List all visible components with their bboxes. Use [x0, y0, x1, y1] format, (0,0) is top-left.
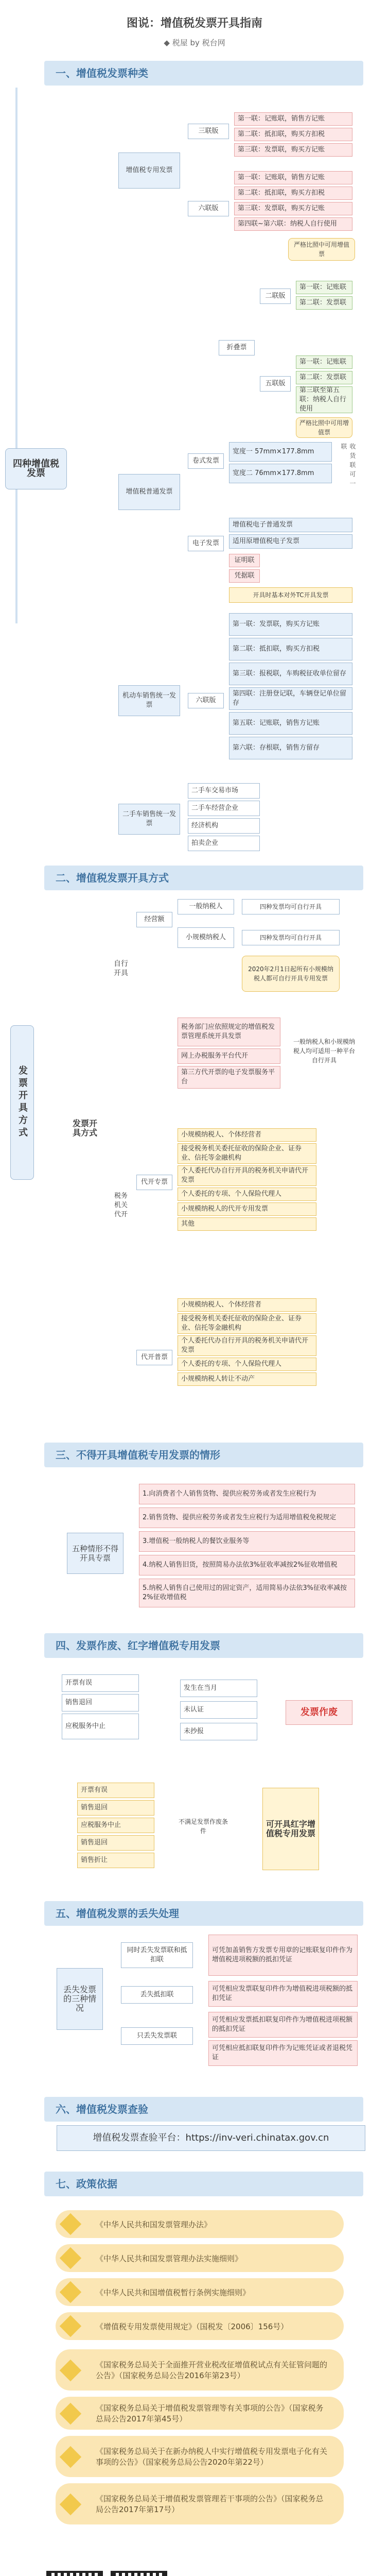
row: 第四联~第六联：纳税人自行使用 — [234, 217, 352, 231]
row: 拍卖企业 — [188, 836, 260, 851]
row: 1.向消费者个人销售货物、提供应税劳务或者发生应税行为 — [139, 1484, 355, 1504]
used-car-invoice: 二手车销售统一发票 — [118, 804, 180, 835]
row: 开票有误 — [62, 1674, 139, 1692]
agency-special-rows — [178, 1128, 316, 1231]
row: 第六联：存根联，销售方留存 — [229, 737, 352, 759]
qr-code-icon — [111, 2571, 167, 2576]
folded-invoice: 折叠票 — [219, 340, 255, 355]
proof-copy: 证明联 — [229, 554, 260, 567]
void-left — [62, 1674, 139, 1739]
row: 第一联：记账联，销售方记账 — [234, 112, 352, 126]
row: 应税服务中止 — [62, 1714, 139, 1739]
row: 第一联：发票联，购买方记账 — [229, 613, 352, 636]
section-3-header: 三、不得开具增值税专用发票的情形 — [44, 1443, 363, 1467]
row: 个人委托的专项、个人保险代理人 — [178, 1188, 316, 1201]
row: 接受税务机关委托征收的保险企业、证券业、信托等金融机构 — [178, 1313, 316, 1334]
policy-text: 《国家税务总局关于增值税发票管理等有关事项的公告》（国家税务总局公告2017年第45号） — [96, 2403, 324, 2424]
row: 未认证 — [180, 1701, 257, 1719]
row: 第三联：发票联，购买方记账 — [234, 202, 352, 215]
roll-invoice: 卷式发票 — [188, 453, 224, 469]
row: 第三联至第五联：纳税人自行使用 — [296, 386, 352, 413]
qr-code-icon — [46, 2571, 103, 2576]
policy-text: 《中华人民共和国发票管理办法实施细则》 — [96, 2253, 243, 2263]
agency-note: 一般纳税人和小规模纳税人均可适用一种平台自行开具 — [288, 1025, 360, 1077]
policy-text: 《增值税专用发票使用规定》（国税发〔2006〕156号） — [96, 2321, 289, 2331]
issue-methods: 发票开具方式 — [10, 1025, 34, 1180]
row: 3.增值税一般纳税人的餐饮业服务等 — [139, 1531, 355, 1552]
row: 销售折让 — [77, 1853, 154, 1868]
row: 开票有误 — [77, 1783, 154, 1798]
policy-item — [56, 2210, 344, 2238]
row: 发生在当月 — [180, 1680, 257, 1697]
tax-office-issue: 税务机关代开 — [108, 1175, 134, 1236]
small-result: 四种发票均可自行开具 — [242, 930, 340, 945]
row: 销售退回 — [77, 1835, 154, 1851]
red-condition: 不满足发票作废条件 — [175, 1814, 232, 1839]
row: 个人委托代办自行开具的税务机关申请代开发票 — [178, 1165, 316, 1186]
row: 销售退回 — [62, 1694, 139, 1711]
roll-rows — [229, 442, 332, 483]
roll-note: 收货联可一联 — [340, 443, 356, 489]
two-copy-rows — [296, 281, 352, 310]
red-left — [77, 1783, 154, 1868]
section-6-header: 六、增值税发票查验 — [44, 2097, 363, 2122]
small-note: 2020年2月1日起所有小规模纳税人都可自行开具专用发票 — [242, 956, 340, 992]
row: 小规模纳税人的代开专用发票 — [178, 1202, 316, 1216]
row: 应税服务中止 — [77, 1818, 154, 1833]
policy-text: 《国家税务总局关于全面推开营业税改征增值税试点有关征管问题的公告》（国家税务总局公告2016年第23号） — [96, 2360, 328, 2380]
row: 个人委托代办自行开具的税务机关申请代开发票 — [178, 1335, 316, 1356]
policy-text: 《中华人民共和国发票管理办法》 — [96, 2219, 212, 2229]
row: 第三联：发票联，购买方记账 — [234, 143, 352, 157]
lost-three: 丢失发票的三种情况 — [57, 1968, 103, 2030]
motor-six-copy: 六联版 — [188, 693, 224, 708]
self-issue: 自行开具 — [108, 953, 134, 984]
row: 二手车经营企业 — [188, 801, 260, 816]
section-7-header: 七、政策依据 — [44, 2172, 363, 2196]
row: 4.纳税人销售旧货，按照简易办法依3%征收率减按2%征收增值税 — [139, 1555, 355, 1575]
policy-item — [56, 2278, 344, 2306]
section-2-header: 二、增值税发票开具方式 — [44, 866, 363, 890]
red-result: 可开具红字增值税专用发票 — [262, 1788, 319, 1870]
five-copy: 五联版 — [260, 376, 291, 392]
agency-rows — [178, 1018, 280, 1089]
lost-deduct-r: 可凭相应发票联复印件作为增值税进项税额的抵扣凭证 — [208, 1981, 358, 2007]
lost-deduct: 丢失抵扣联 — [121, 1986, 193, 2004]
row: 第二联：抵扣联，购买方扣税 — [234, 128, 352, 141]
row: 第三方代开票的电子发票服务平台 — [178, 1066, 280, 1089]
row: 税务部门应依照规定的增值税发票管理系统开具发票 — [178, 1018, 280, 1046]
row: 小规模纳税人、个体经营者 — [178, 1298, 316, 1312]
row: 5.纳税人销售自己使用过的固定资产，适用简易办法依3%征收率减按2%征收增值税 — [139, 1579, 355, 1607]
five-cases: 五种情形不得开具专票 — [67, 1533, 123, 1574]
maker-title — [273, 2573, 355, 2576]
voucher-copy: 凭据联 — [229, 569, 260, 583]
agency-normal: 代开普票 — [136, 1350, 172, 1365]
lost-invoice-r2: 可凭相应抵扣联复印件作为记账凭证或者退税凭证 — [208, 2040, 358, 2066]
void-result: 发票作废 — [286, 1700, 352, 1725]
policy-text: 《国家税务总局关于增值税发票管理若干事项的公告》（国家税务总局公告2017年第17号） — [96, 2494, 324, 2514]
two-copy: 二联版 — [260, 289, 291, 304]
lost-invoice: 只丢失发票联 — [121, 2027, 193, 2045]
policy-text: 《中华人民共和国增值税暂行条例实施细则》 — [96, 2287, 251, 2297]
section-4-header: 四、发票作废、红字增值税专用发票 — [44, 1633, 363, 1658]
row: 第二联：发票联 — [296, 371, 352, 384]
special-note: 严格比照中可用增值票 — [288, 238, 355, 261]
row: 接受税务机关委托征收的保险企业、证券业、信托等金融机构 — [178, 1143, 316, 1164]
used-car-rows — [188, 783, 260, 851]
agency-normal-rows — [178, 1298, 316, 1386]
brand-icon: ◆ — [164, 38, 172, 47]
policy-item — [56, 2436, 344, 2477]
normal-note: 严格比照中可用增值票 — [296, 417, 352, 438]
row: 小规模纳税人、个体经营者 — [178, 1128, 316, 1142]
normal-invoice: 增值税普通发票 — [118, 474, 180, 510]
row: 第二联：发票联 — [296, 296, 352, 310]
three-copy: 三联版 — [188, 124, 229, 139]
motor-invoice: 机动车销售统一发票 — [118, 685, 180, 716]
row: 宽度二 76mm×177.8mm — [229, 464, 332, 483]
agency-special: 代开专票 — [136, 1175, 172, 1190]
void-cond — [180, 1680, 257, 1740]
small-taxpayer: 小规模纳税人 — [178, 927, 234, 948]
row: 增值税电子普通发票 — [229, 518, 352, 532]
general-taxpayer: 一般纳税人 — [178, 899, 234, 914]
five-case-rows — [139, 1484, 355, 1607]
special-invoice: 增值税专用发票 — [118, 152, 180, 189]
brand-line — [0, 37, 389, 48]
row: 第二联：抵扣联，购买方扣税 — [229, 638, 352, 660]
policy-item — [56, 2244, 344, 2272]
policy-item — [56, 2483, 344, 2524]
section-5-header: 五、增值税发票的丢失处理 — [44, 1901, 363, 1926]
page-title: 图说：增值税发票开具指南 — [126, 17, 262, 30]
brand-text: 税屋 by 税台网 — [172, 38, 225, 47]
row: 个人委托的专项、个人保险代理人 — [178, 1358, 316, 1371]
six-copy-rows — [234, 171, 352, 231]
operating: 经营额 — [136, 912, 172, 927]
row: 第二联：抵扣联，购买方扣税 — [234, 187, 352, 200]
five-copy-rows — [296, 355, 352, 413]
policy-item — [56, 2397, 344, 2430]
row: 适用原增值税电子发票 — [229, 534, 352, 549]
policy-text: 《国家税务总局关于在新办纳税人中实行增值税专用发票电子化有关事项的公告》（国家税务总局公告2020年第22号） — [96, 2447, 328, 2467]
lost-both: 同时丢失发票联和抵扣联 — [121, 1942, 193, 1968]
section-1-rail — [15, 88, 17, 623]
verify-link[interactable]: 增值税发票查验平台：https://inv-veri.chinatax.gov.cn — [57, 2125, 365, 2151]
row: 二手车交易市场 — [188, 783, 260, 799]
row: 第四联：注册登记联，车辆登记单位留存 — [229, 687, 352, 710]
policy-item — [56, 2349, 344, 2391]
motor-rows — [229, 613, 352, 759]
lost-both-r: 可凭加盖销售方发票专用章的记账联复印件作为增值税进项税额的抵扣凭证 — [208, 1935, 358, 1976]
row: 经济机构 — [188, 818, 260, 834]
e-invoice-note: 开具时基本对外TC开具发票 — [229, 587, 352, 603]
row: 其他 — [178, 1217, 316, 1231]
e-invoice: 电子发票 — [188, 536, 224, 551]
general-result: 四种发票均可自行开具 — [242, 899, 340, 914]
row: 第一联：记账联 — [296, 281, 352, 294]
policy-item — [56, 2312, 344, 2340]
row: 第一联：记账联 — [296, 355, 352, 369]
row: 第一联：记账联，销售方记账 — [234, 171, 352, 184]
row: 小规模纳税人转让不动产 — [178, 1372, 316, 1386]
row: 第五联：记账联，销售方记账 — [229, 712, 352, 735]
lost-invoice-r1: 可凭相应发票抵扣联复印件作为增值税进项税额的抵扣凭证 — [208, 2012, 358, 2038]
maker-block — [273, 2573, 355, 2576]
e-invoice-rows — [229, 518, 352, 549]
row: 第三联：报税联，车购税征收单位留存 — [229, 663, 352, 685]
row: 宽度一 57mm×177.8mm — [229, 442, 332, 462]
three-copy-rows — [234, 112, 352, 157]
section-1-header: 一、增值税发票种类 — [44, 61, 363, 86]
row: 网上办税服务平台代开 — [178, 1048, 280, 1064]
row: 销售退回 — [77, 1800, 154, 1816]
issue-method-node: 发票开具方式 — [67, 1092, 103, 1164]
row: 2.销售货物、提供应税劳务或者发生应税行为适用增值税免税规定 — [139, 1507, 355, 1528]
vat-four-types: 四种增值税发票 — [5, 448, 67, 489]
six-copy: 六联版 — [188, 201, 229, 216]
row: 未抄报 — [180, 1723, 257, 1740]
